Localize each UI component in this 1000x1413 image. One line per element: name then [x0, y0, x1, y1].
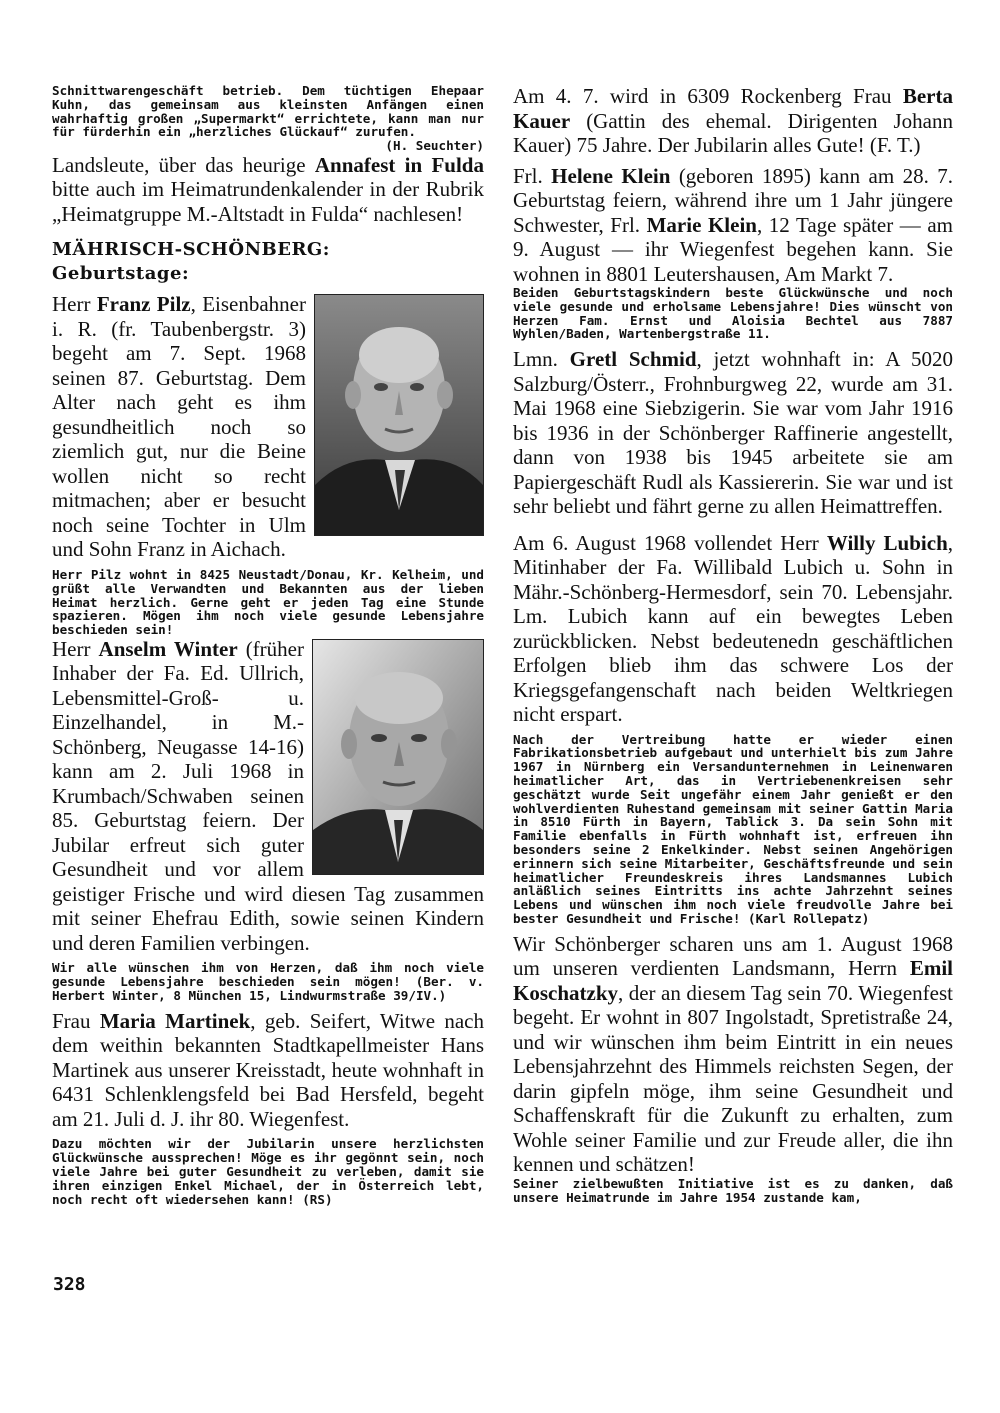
koschatzky-paragraph: Wir Schönberger scharen uns am 1. August 1968 um unseren verdienten Landsmann, Herrn Emil Koschatzky, der an diesem Tag sein 70. Wiegenfest begeht. Er wohnt in 807 Ingolstadt, Spretistraße 24, und wir wünschen ihm beim Eintritt in ein neues Lebensjahrzehnt des Himmels reichsten Segen, der darin gipfeln möge, ihm seine Gesundheit und Schaffenskraft für die Zukunft zu erhalten, zum Wohle seiner Familie und zur Freude aller, die ihn kennen und schätzen!: [513, 931, 953, 1177]
winter-note: Wir alle wünschen ihm von Herzen, daß ihm noch viele gesunde Lebensjahre beschieden sein mögen! (Ber. v. Herbert Winter, 8 München 15, Lindwurmstraße 39/IV.): [52, 960, 484, 1004]
intro-paragraph: Schnittwarengeschäft betrieb. Dem tüchtigen Ehepaar Kuhn, das gemeinsam aus kleinsten Anfängen einen wahrhaftig großen „Supermarkt“ errichtete, kann man nur für fürderhin ein „herzliches Glückauf“ zurufen.: [52, 83, 484, 140]
lubich-note: Nach der Vertreibung hatte er wieder einen Fabrikationsbetrieb aufgebaut und unterhielt bis zum Jahre 1967 in Nürnberg ein Versandunternehmen in Leinenwaren heimatlicher Art, das in Vertriebenenkreisen sehr geschätzt wurde Seit ungefähr einem Jahr genießt er den wohlverdienten Ruhestand gemeinsam mit seiner Gattin Maria in 8510 Fürth in Bayern, Tablick 3. Da sein Sohn mit Familie ebenfalls in Fürth wohnhaft ist, erfreuen ihn besonders seine 2 Enkelkinder. Nebst seinen Angehörigen erinnern sich seine Mitarbeiter, Geschäftsfreunde und sein heimatlicher Freundeskreis ihres Landsmannes Lubich anläßlich seines Eintritts ins achte Jahrzehnt seines Lebens und wünschen ihm noch viele freudvolle Jahre bei bester Gesundheit und Frische! (Karl Rollepatz): [513, 731, 953, 927]
portrait-anselm-winter: [312, 639, 484, 875]
page-number: 328: [53, 1274, 86, 1295]
martinek-note: Dazu möchten wir der Jubilarin unsere herzlichsten Glückwünsche aussprechen! Möge es ihr gegönnt sein, noch viele Jahre bei guter Gesundheit zu verleben, damit sie ihren einzigen Enkel Michael, der in Österreich lebt, noch recht oft wiedersehen kann! (RS): [52, 1136, 484, 1207]
schmid-paragraph: Lmn. Gretl Schmid, jetzt wohnhaft in: A 5020 Salzburg/Österr., Frohnburgweg 22, wurde am 31. Mai 1968 eine Siebzigerin. Sie war vom Jahr 1916 bis 1936 in der Schönberger Raffinerie angestellt, dann von 1938 bis 1945 arbeitete sie am Papiergeschäft Rudl als Kassiererin. Sie war und ist sehr beliebt und fährt gerne zu allen Heimattreffen.: [513, 347, 953, 519]
portrait-franz-pilz-image: [315, 295, 483, 535]
pilz-paragraph: Herr Franz Pilz, Eisenbahner i. R. (fr. Taubenbergstr. 3) begeht am 7. Sept. 1968 seinen 87. Geburtstag. Dem Alter nach geht es ihm gesundheitlich noch so ziemlich gut, nur die Beine wollen nicht so recht mitmachen; aber er besucht noch seine Tochter in Ulm und Sohn Franz in Aichach.: [52, 292, 306, 562]
winter-paragraph: Herr Anselm Winter (früher Inhaber der Fa. Ed. Ullrich, Lebensmittel-Groß- u. Einzelhandel, in M.-Schönberg, Neugasse 14-16) kann am 2. Juli 1968 in Krumbach/Schwaben seinen 85. Geburtstag feiern. Der Jubilar erfreut sich guter Gesundheit und vor allem geistiger Frische und wird diesen Tag zusammen mit seiner Ehefrau Edith, sowie seinen Kindern und deren Familien verbingen.: [52, 636, 484, 955]
section-heading: MÄHRISCH-SCHÖNBERG:: [52, 239, 330, 261]
right-column: [513, 84, 953, 1204]
portrait-franz-pilz: [314, 294, 484, 536]
annafest-paragraph: Landsleute, über das heurige Annafest in Fulda bitte auch im Heimatrundenkalender in der Rubrik „Heimatgruppe M.-Altstadt in Fulda“ nachlesen!: [52, 152, 484, 226]
klein-paragraph: Frl. Helene Klein (geboren 1895) kann am 28. 7. Geburtstag feiern, während ihre um 1 Jahr jüngere Schwester, Frl. Marie Klein, 12 Tage später — am 9. August — ihr Wiegenfest begehen kann. Sie wohnen in 8801 Leutershausen, Am Markt 7.: [513, 163, 953, 286]
kauer-paragraph: Am 4. 7. wird in 6309 Rockenberg Frau Berta Kauer (Gattin des ehemal. Dirigenten Johann Kauer) 75 Jahre. Der Jubilarin alles Gute! (F. T.): [513, 84, 953, 157]
pilz-note: Herr Pilz wohnt in 8425 Neustadt/Donau, Kr. Kelheim, und grüßt alle Verwandten und Bekannten aus der lieben Heimat herzlich. Gerne geht er jeden Tag eine Stunde spazieren. Mögen ihm noch viele gesunde Lebensjahre beschieden sein!: [52, 566, 484, 638]
intro-signature: (H. Seuchter): [385, 138, 484, 154]
left-column: [52, 84, 484, 1206]
martinek-paragraph: Frau Maria Martinek, geb. Seifert, Witwe nach dem weithin bekannten Stadtkapellmeister Hans Martinek aus unserer Kreisstadt, heute wohnhaft in 6431 Schlenklengsfeld bei Bad Hersfeld, begeht am 21. Juli d. J. ihr 80. Wiegenfest.: [52, 1008, 485, 1131]
portrait-anselm-winter-image: [313, 640, 483, 874]
section-subheading: Geburtstage:: [52, 263, 190, 285]
lubich-paragraph: Am 6. August 1968 vollendet Herr Willy Lubich, Mitinhaber der Fa. Willibald Lubich u. Sohn in Mähr.-Schönberg-Hermesdorf, sein 70. Lebensjahr. Lm. Lubich kann auf ein bewegtes Leben zurückblicken. Nebst bedeutenedn geschäftlichen Erfolgen blieb ihm das schwere Los der Kriegsgefangenschaft nach beiden Weltkriegen nicht erspart.: [513, 530, 953, 727]
final-note: Seiner zielbewußten Initiative ist es zu danken, daß unsere Heimatrunde im Jahre 1954 zustande kam,: [513, 1175, 953, 1205]
klein-note: Beiden Geburtstagskindern beste Glückwünsche und noch viele gesunde und erholsame Lebensjahre! Dies wünscht von Herzen Fam. Ernst und Aloisia Bechtel aus 7887 Wyhlen/Baden, Wartenbergstraße 11.: [513, 285, 953, 342]
